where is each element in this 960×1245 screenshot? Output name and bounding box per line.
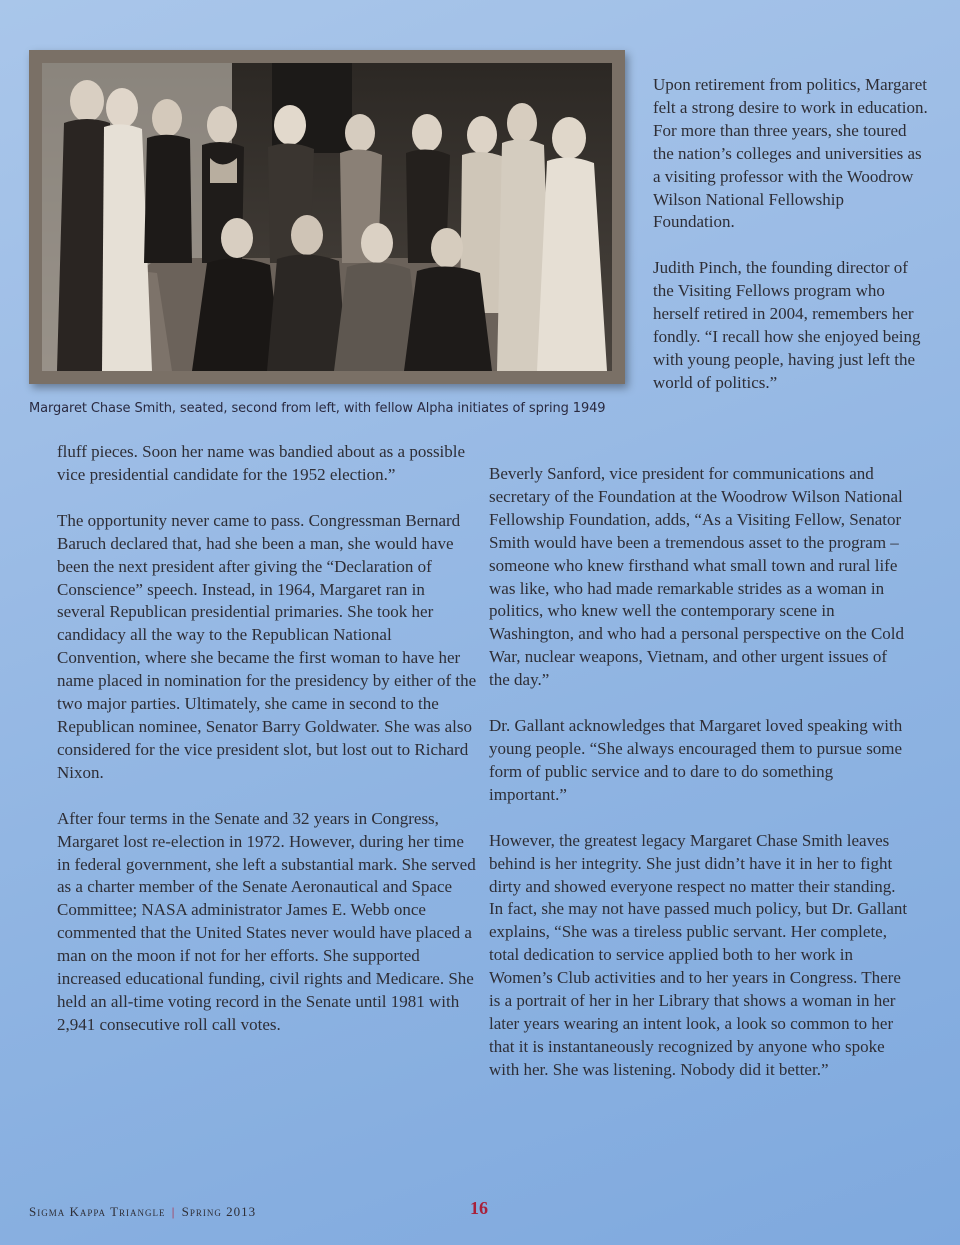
paragraph: fluff pieces. Soon her name was bandied about as a possible vice presidential candidate for the 1952 election.” xyxy=(57,442,466,484)
page-number: 16 xyxy=(470,1198,488,1218)
page-footer xyxy=(29,1204,256,1220)
paragraph: Upon retirement from politics, Margaret felt a strong desire to work in education. For more than three years, she toured the nation’s colleges and universities as a visiting professor with the Woodrow Wilson National Fellowship Foundation. xyxy=(653,75,928,232)
photo-frame xyxy=(29,50,625,384)
left-column-text xyxy=(57,441,477,1037)
footer-separator: | xyxy=(171,1204,176,1219)
group-photo xyxy=(42,63,612,371)
paragraph: After four terms in the Senate and 32 years in Congress, Margaret lost re-election in 1972. However, during her time in federal government, she left a substantial mark. She served as a charter member of the Senate Aeronautical and Space Committee; NASA administrator James E. Webb once commented that the United States never would have placed a man on the moon if not for her efforts. She supported increased educational funding, civil rights and Medicare. She held an all-time voting record in the Senate until 1981 with 2,941 consecutive roll call votes. xyxy=(57,808,476,1034)
group-photo-illustration xyxy=(42,63,612,371)
paragraph: However, the greatest legacy Margaret Chase Smith leaves behind is her integrity. She just didn’t have it in her to fight dirty and showed everyone respect no matter their standing. In fact, she may not have passed much policy, but Dr. Gallant explains, “She was a tireless public servant. Her complete, total dedication to service applied both to her work in Women’s Club activities and to her years in Congress. There is a portrait of her in her Library that shows a woman in her later years wearing an intent look, a look so common to her that it is instantaneously recognized by anyone who spoke with her. She was listening. Nobody did it better.” xyxy=(489,830,908,1079)
paragraph: The opportunity never came to pass. Congressman Bernard Baruch declared that, had she been a man, she would have been the next president after giving the “Declaration of Conscience” speech. Instead, in 1964, Margaret ran in several Republican presidential primaries. She took her candidacy all the way to the Republican National Convention, where she became the first woman to have her name placed in nomination for the presidency by either of the two major parties. Ultimately, she came in second to the Republican nominee, Senator Barry Goldwater. She was also considered for the vice president slot, but lost out to Richard Nixon. xyxy=(57,510,477,782)
paragraph: Beverly Sanford, vice president for communications and secretary of the Foundation at the Woodrow Wilson National Fellowship Foundation, adds, “As a Visiting Fellow, Senator Smith would have been a tremendous asset to the program – someone who knew firsthand what small town and rural life was like, who had made remarkable strides as a woman in politics, who knew well the contemporary scene in Washington, and who had a personal perspective on the Cold War, nuclear weapons, Vietnam, and other urgent issues of the day.” xyxy=(489,464,905,690)
right-column-text xyxy=(489,463,909,1082)
top-column-text xyxy=(653,74,928,395)
paragraph: Judith Pinch, the founding director of the Visiting Fellows program who herself retired in 2004, remembers her fondly. “I recall how she enjoyed being with young people, having just left the world of politics.” xyxy=(653,258,921,392)
issue-date: Spring 2013 xyxy=(181,1204,257,1219)
photo-caption: Margaret Chase Smith, seated, second from left, with fellow Alpha initiates of spring 1949 xyxy=(29,401,606,416)
publication-name: Sigma Kappa Triangle xyxy=(29,1204,166,1219)
paragraph: Dr. Gallant acknowledges that Margaret loved speaking with young people. “She always encouraged them to pursue some form of public service and to dare to do something important.” xyxy=(489,716,903,804)
